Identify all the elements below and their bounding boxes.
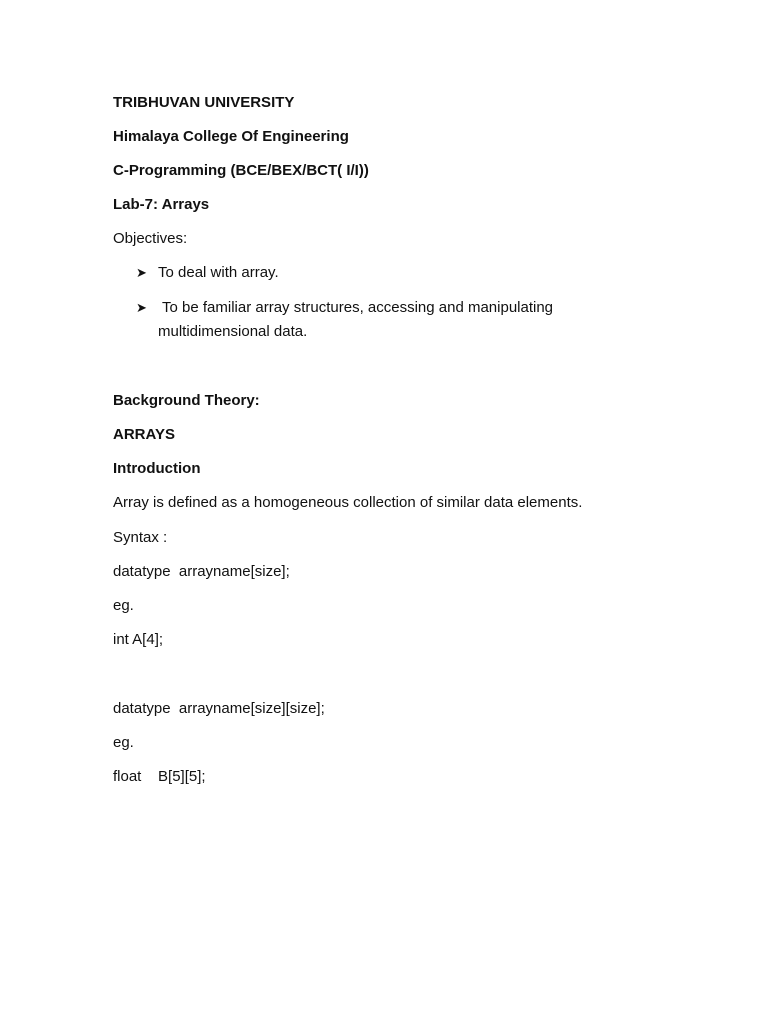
example-2d: float B[5][5]; xyxy=(113,768,206,785)
objective-item: To deal with array. xyxy=(158,264,279,281)
university-name: TRIBHUVAN UNIVERSITY xyxy=(113,94,295,111)
objective-item-continuation: multidimensional data. xyxy=(158,323,308,340)
example-label: eg. xyxy=(113,597,134,614)
example-1d: int A[4]; xyxy=(113,631,164,648)
arrowhead-bullet-icon: ➤ xyxy=(136,300,147,315)
example-label: eg. xyxy=(113,734,134,751)
background-theory-heading: Background Theory: xyxy=(113,392,260,409)
syntax-2d: datatype arrayname[size][size]; xyxy=(113,700,325,717)
subheading: Introduction xyxy=(113,460,201,477)
arrowhead-bullet-icon: ➤ xyxy=(136,265,147,280)
section-heading: ARRAYS xyxy=(113,426,175,443)
objective-item: To be familiar array structures, accessing and manipulating xyxy=(162,299,554,316)
objectives-label: Objectives: xyxy=(113,230,188,247)
course-title: C-Programming (BCE/BEX/BCT( I/I)) xyxy=(113,162,369,179)
definition-text: Array is defined as a homogeneous collection of similar data elements. xyxy=(113,494,583,511)
lab-title: Lab-7: Arrays xyxy=(113,196,210,213)
syntax-1d: datatype arrayname[size]; xyxy=(113,563,290,580)
college-name: Himalaya College Of Engineering xyxy=(113,128,349,145)
syntax-label: Syntax : xyxy=(113,529,168,546)
